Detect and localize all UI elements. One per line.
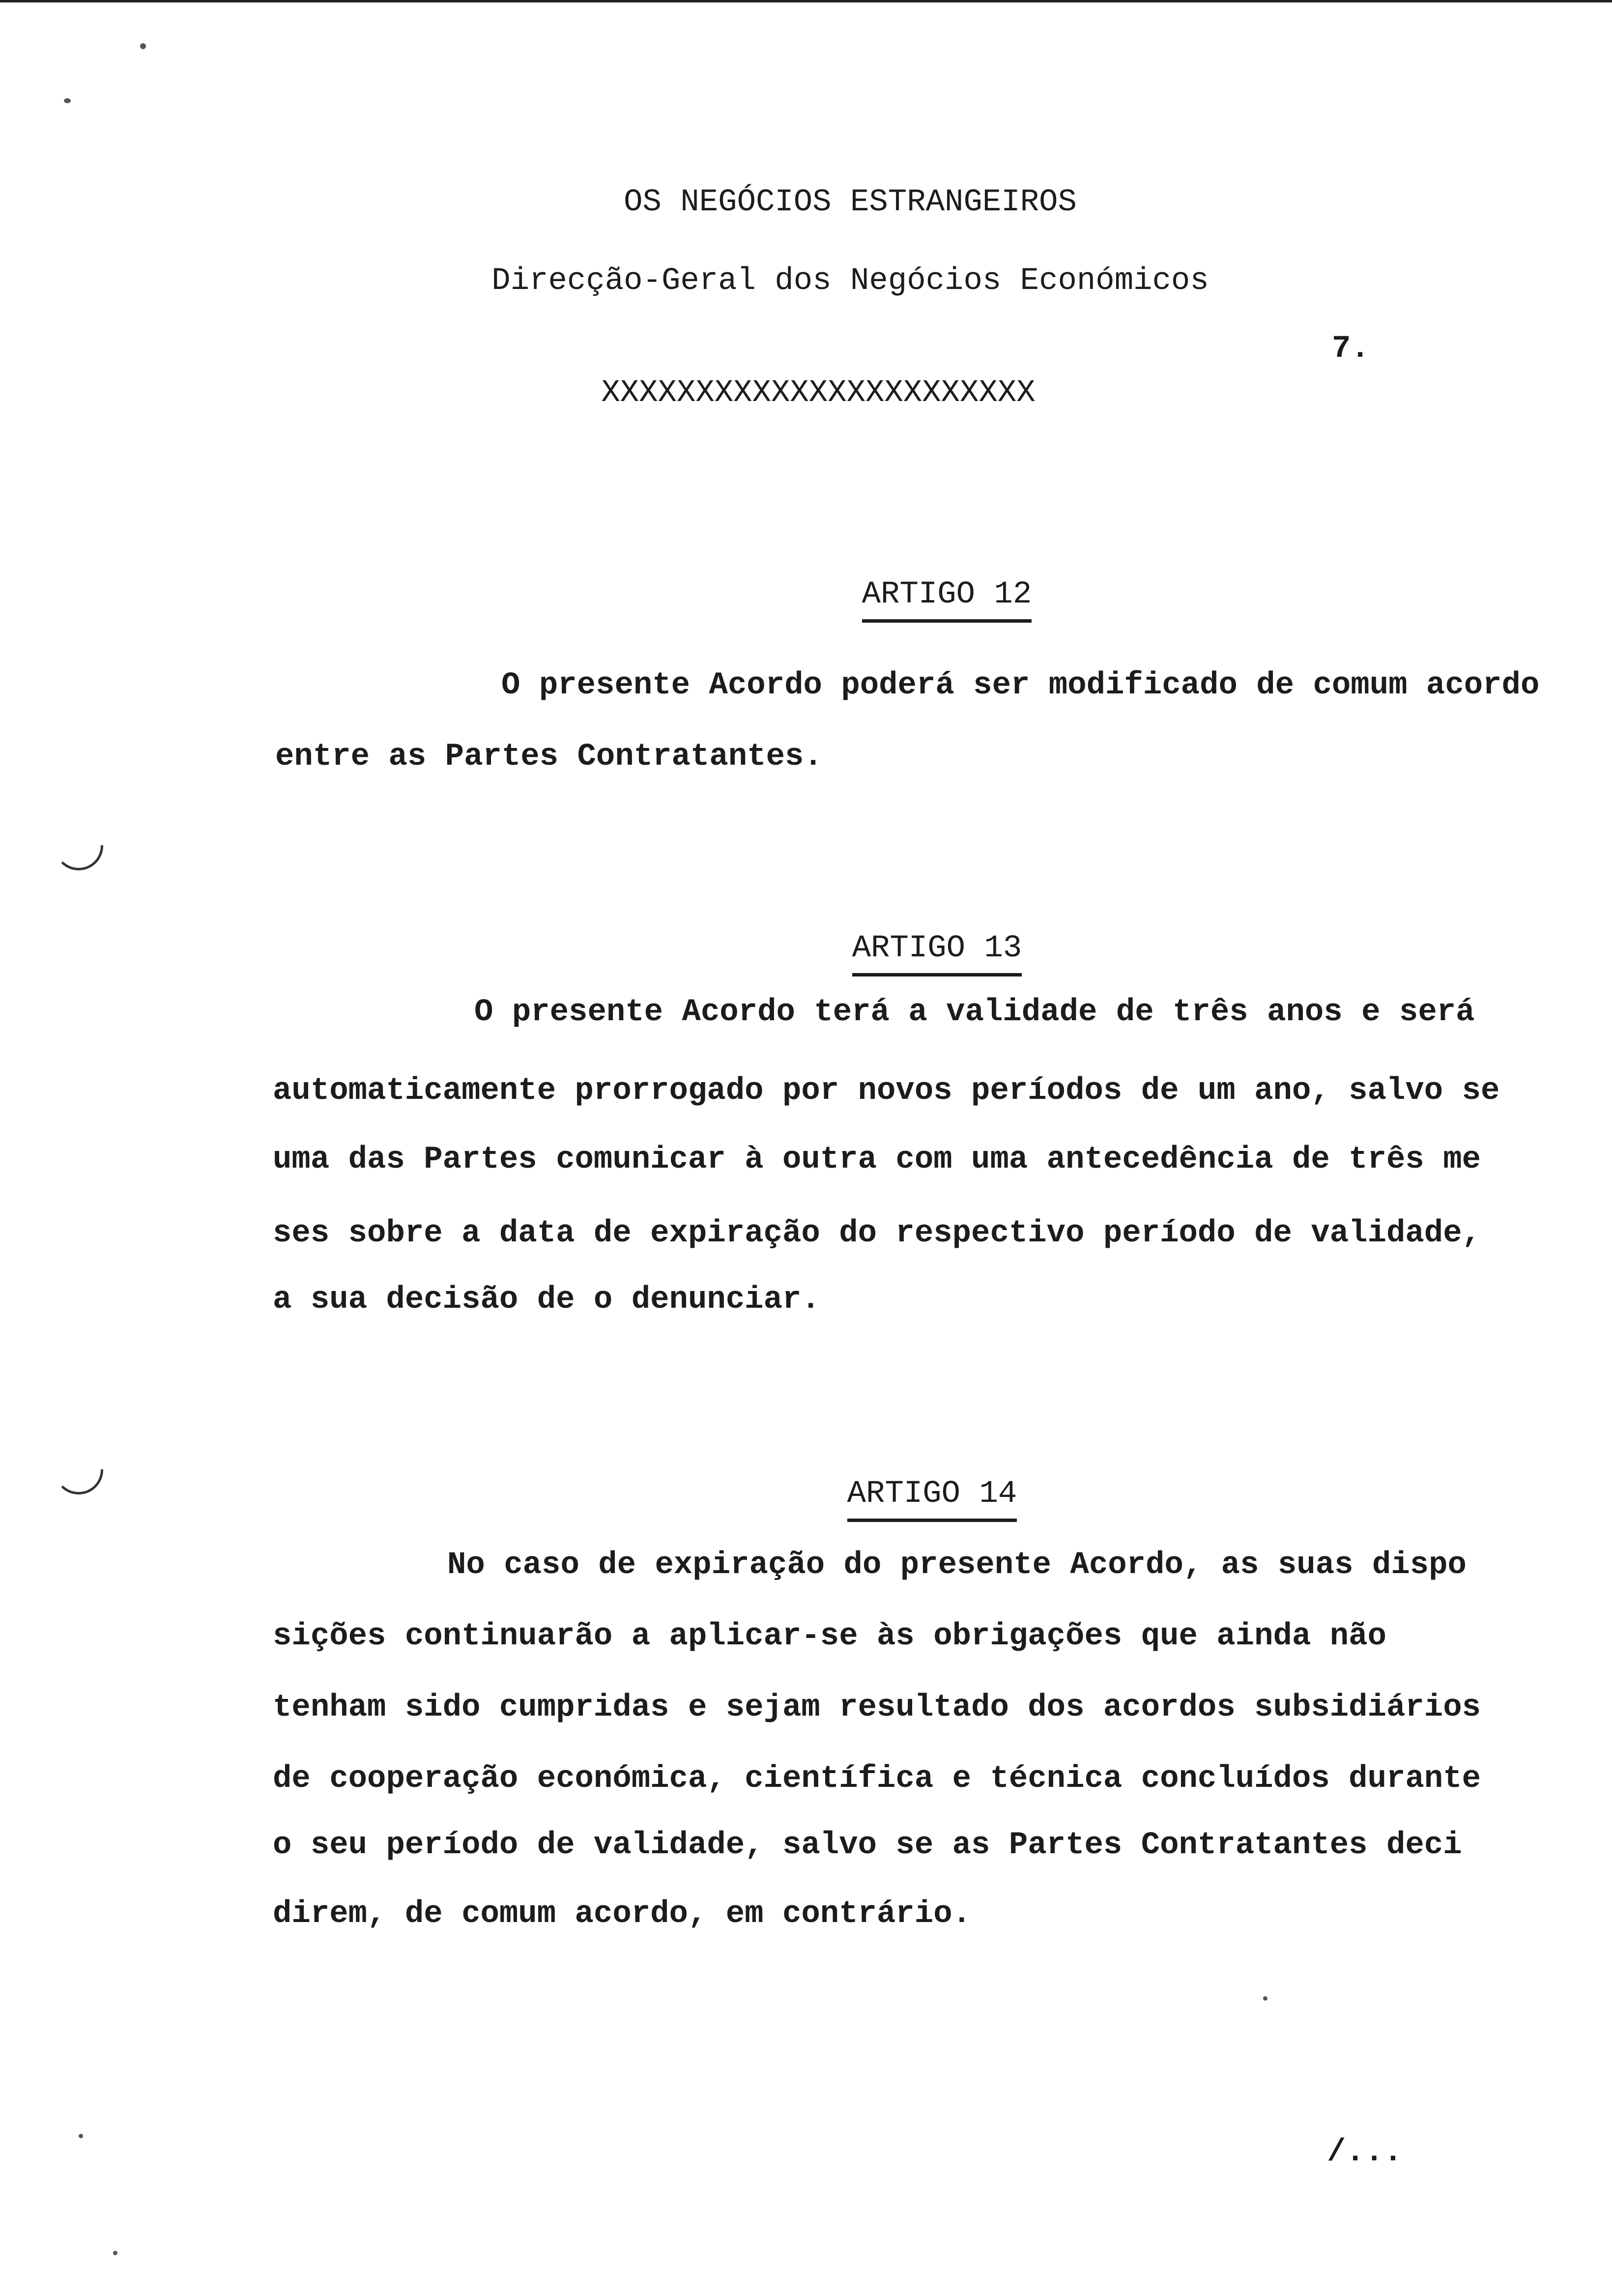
scan-speck xyxy=(140,43,146,49)
article-12-title xyxy=(786,536,1032,662)
article-14-line-1: No caso de expiração do presente Acordo, as suas dispo xyxy=(447,1548,1467,1583)
punch-hole-mark xyxy=(54,845,103,870)
article-12-line-2: entre as Partes Contratantes. xyxy=(275,739,823,775)
scan-speck xyxy=(113,2251,117,2255)
top-edge-rule xyxy=(0,0,1612,2)
article-13-title-text: ARTIGO 13 xyxy=(852,929,1022,976)
scan-speck xyxy=(64,98,71,103)
article-14-line-3: tenham sido cumpridas e sejam resultado dos acordos subsidiários xyxy=(273,1690,1481,1725)
article-14-line-4: de cooperação económica, científica e técnica concluídos durante xyxy=(273,1761,1481,1797)
article-13-line-3: uma das Partes comunicar à outra com uma antecedência de três me xyxy=(273,1142,1481,1177)
punch-hole-mark xyxy=(54,1469,103,1494)
continuation-mark: /... xyxy=(1327,2135,1403,2170)
article-14-line-6: direm, de comum acordo, em contrário. xyxy=(273,1896,972,1932)
ministry-heading: OS NEGÓCIOS ESTRANGEIROS xyxy=(624,185,1077,220)
article-13-line-4: ses sobre a data de expiração do respectivo período de validade, xyxy=(273,1216,1481,1251)
header-separator: XXXXXXXXXXXXXXXXXXXXXXX xyxy=(601,375,1036,411)
article-12-line-1: O presente Acordo poderá ser modificado de comum acordo xyxy=(501,668,1540,703)
article-14-title xyxy=(772,1435,1017,1561)
scan-speck xyxy=(79,2134,83,2138)
directorate-heading: Direcção-Geral dos Negócios Económicos xyxy=(491,263,1209,299)
article-14-line-2: sições continuarão a aplicar-se às obrigações que ainda não xyxy=(273,1619,1386,1654)
article-14-line-5: o seu período de validade, salvo se as Partes Contratantes deci xyxy=(273,1828,1462,1863)
article-13-line-2: automaticamente prorrogado por novos períodos de um ano, salvo se xyxy=(273,1073,1500,1109)
page-number: 7. xyxy=(1332,331,1370,367)
article-13-line-5: a sua decisão de o denunciar. xyxy=(273,1282,820,1318)
scan-speck xyxy=(1263,1996,1267,2001)
article-12-title-text: ARTIGO 12 xyxy=(862,575,1032,623)
article-14-title-text: ARTIGO 14 xyxy=(847,1474,1017,1522)
article-13-line-1: O presente Acordo terá a validade de três anos e será xyxy=(474,995,1475,1030)
